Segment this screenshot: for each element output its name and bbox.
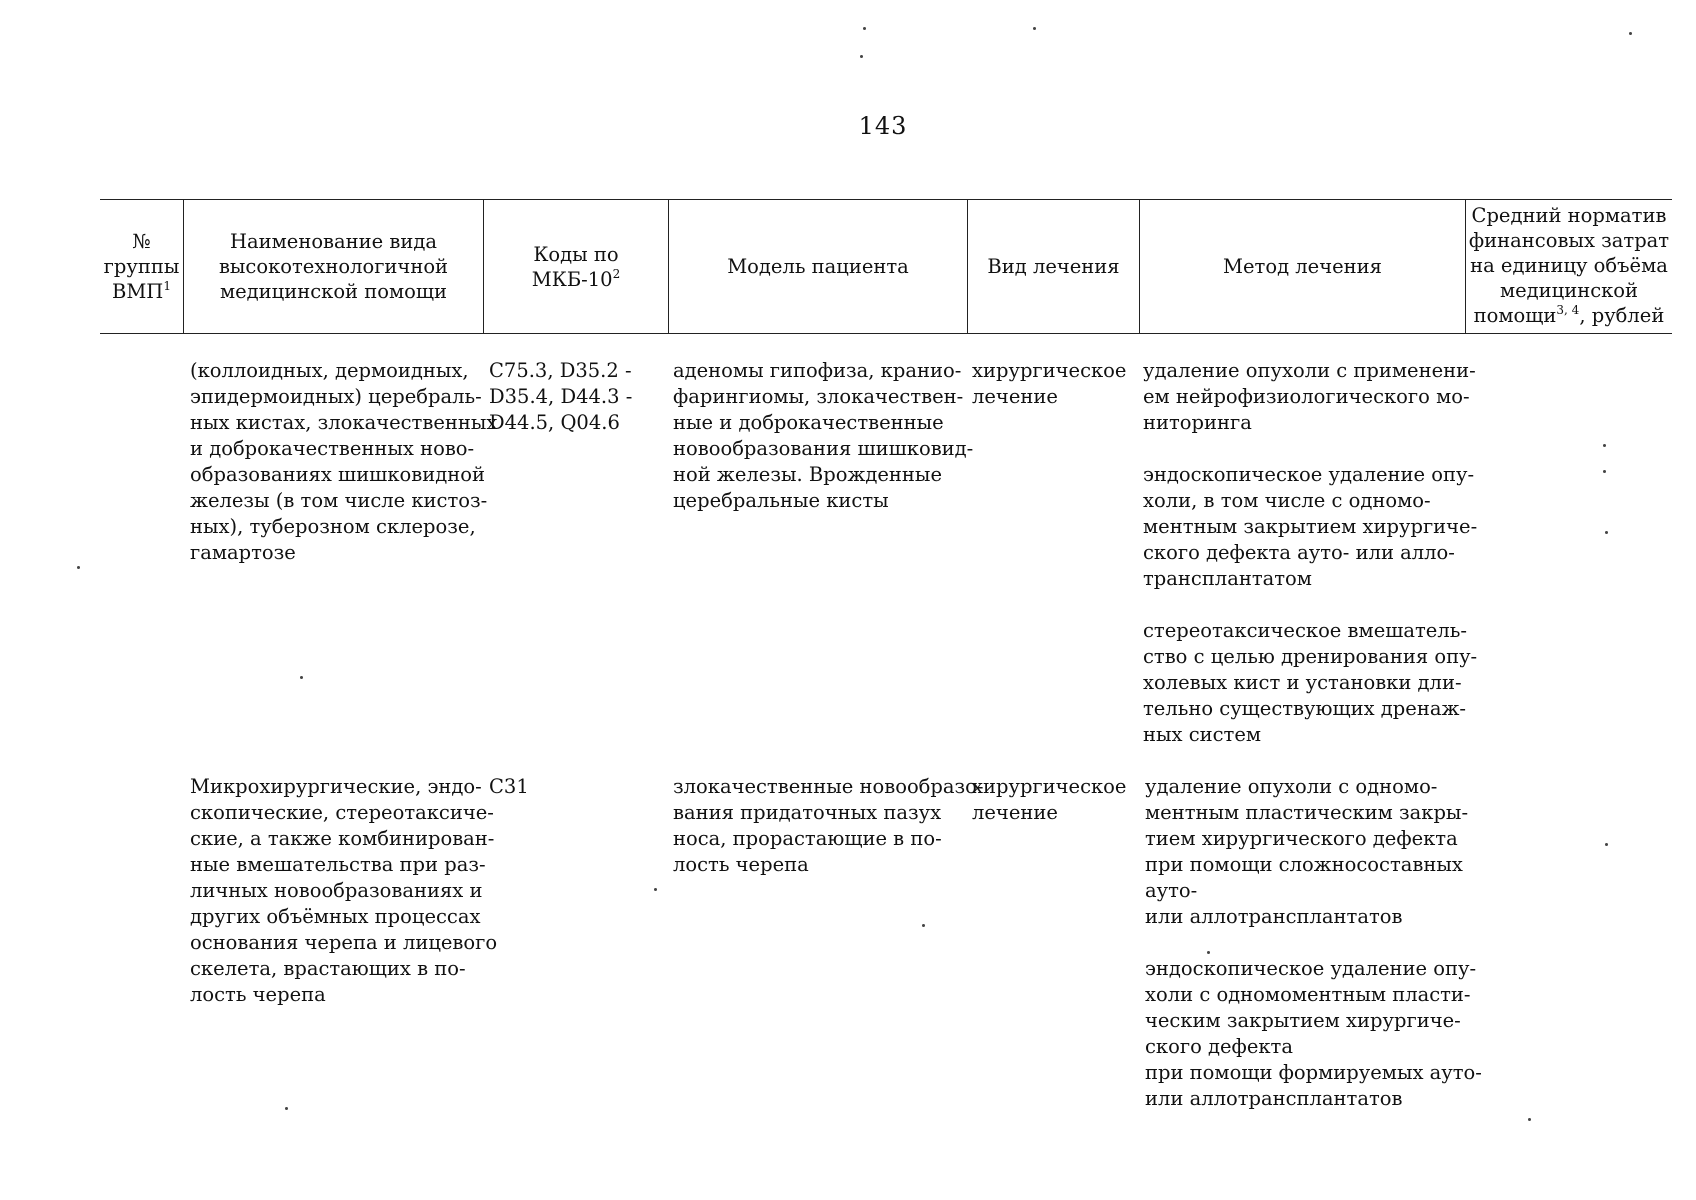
scan-speck [860, 55, 863, 58]
scan-speck [1605, 531, 1608, 534]
table-header [100, 199, 1672, 334]
method-item: эндоскопическое удаление опу- холи, в том числе с одномо- ментным закрытием хирургиче- ского дефекта ауто- или алло- трансплантатом [1143, 463, 1478, 590]
row2-care-name: Микрохирургические, эндо- скопические, стереотаксиче- ские, а также комбинирован- ные вмешательства при раз- личных новообразованиях и других объёмных процессах основания черепа и лицевого скелета, врастающих в по- лость черепа [190, 775, 498, 1006]
scan-speck [1603, 444, 1606, 447]
method-item: стереотаксическое вмешатель- ство с целью дренирования опу- холевых кист и установки дли- тельно существующих дренаж- ных систем [1143, 619, 1478, 746]
scan-speck [1207, 951, 1210, 954]
scan-speck [1033, 27, 1036, 30]
header-patient-model: Модель пациента [668, 200, 967, 333]
scan-speck [1605, 843, 1608, 846]
header-group-number: № группы ВМП$^1$ [103, 230, 180, 303]
scan-speck [1528, 1118, 1531, 1121]
row1-icd-codes: C75.3, D35.2 - D35.4, D44.3 - D44.5, Q04.6 [489, 359, 633, 434]
header-icd-codes: Коды по МКБ-$10^2$ [483, 200, 668, 333]
scan-speck [1603, 470, 1606, 473]
row2-treatment-type: хирургическое лечение [972, 775, 1127, 824]
row2-icd-codes: C31 [489, 775, 529, 798]
method-item: удаление опухоли с применени- ем нейрофизиологического мо- ниторинга [1143, 359, 1476, 434]
scan-speck [77, 566, 80, 569]
row2-patient-model: злокачественные новообразо- вания придаточных пазух носа, прорастающие в по- лость черепа [673, 775, 984, 876]
method-item: удаление опухоли с одномо- ментным пластическим закры- тием хирургического дефекта при помощи сложносоставных ауто- или аллотрансплантатов [1145, 775, 1469, 928]
row1-patient-model: аденомы гипофиза, кранио- фарингиомы, злокачествен- ные и доброкачественные новообразования шишковид- ной железы. Врожденные церебральные кисты [673, 359, 974, 512]
scan-speck [654, 888, 657, 891]
row1-treatment-type: хирургическое лечение [972, 359, 1127, 408]
header-average-cost: Средний норматив финансовых затрат на единицу объёма медицинской помощи$^{3, 4}$, рублей [1465, 200, 1672, 333]
scan-speck [285, 1107, 288, 1110]
header-treatment-method: Метод лечения [1139, 200, 1465, 333]
row1-treatment-methods [1143, 358, 1477, 748]
scan-speck [922, 924, 925, 927]
row1-care-name: (коллоидных, дермоидных, эпидермоидных) церебраль- ных кистах, злокачественных и доброкачественных ново- образованиях шишковидной железы (в том числе кистоз- ных), туберозном склерозе, гамартозе [190, 359, 498, 564]
header-treatment-type: Вид лечения [967, 200, 1139, 333]
header-care-name: Наименование вида высокотехнологичной медицинской помощи [183, 200, 483, 333]
scan-speck [863, 27, 866, 30]
page-number: 143 [858, 112, 908, 140]
row2-treatment-methods [1145, 774, 1482, 1112]
scan-speck [300, 676, 303, 679]
method-item: эндоскопическое удаление опу- холи с одномоментным пласти- ческим закрытием хирургиче- ского дефекта при помощи формируемых ауто- или аллотрансплантатов [1145, 957, 1482, 1110]
scan-speck [1629, 32, 1632, 35]
